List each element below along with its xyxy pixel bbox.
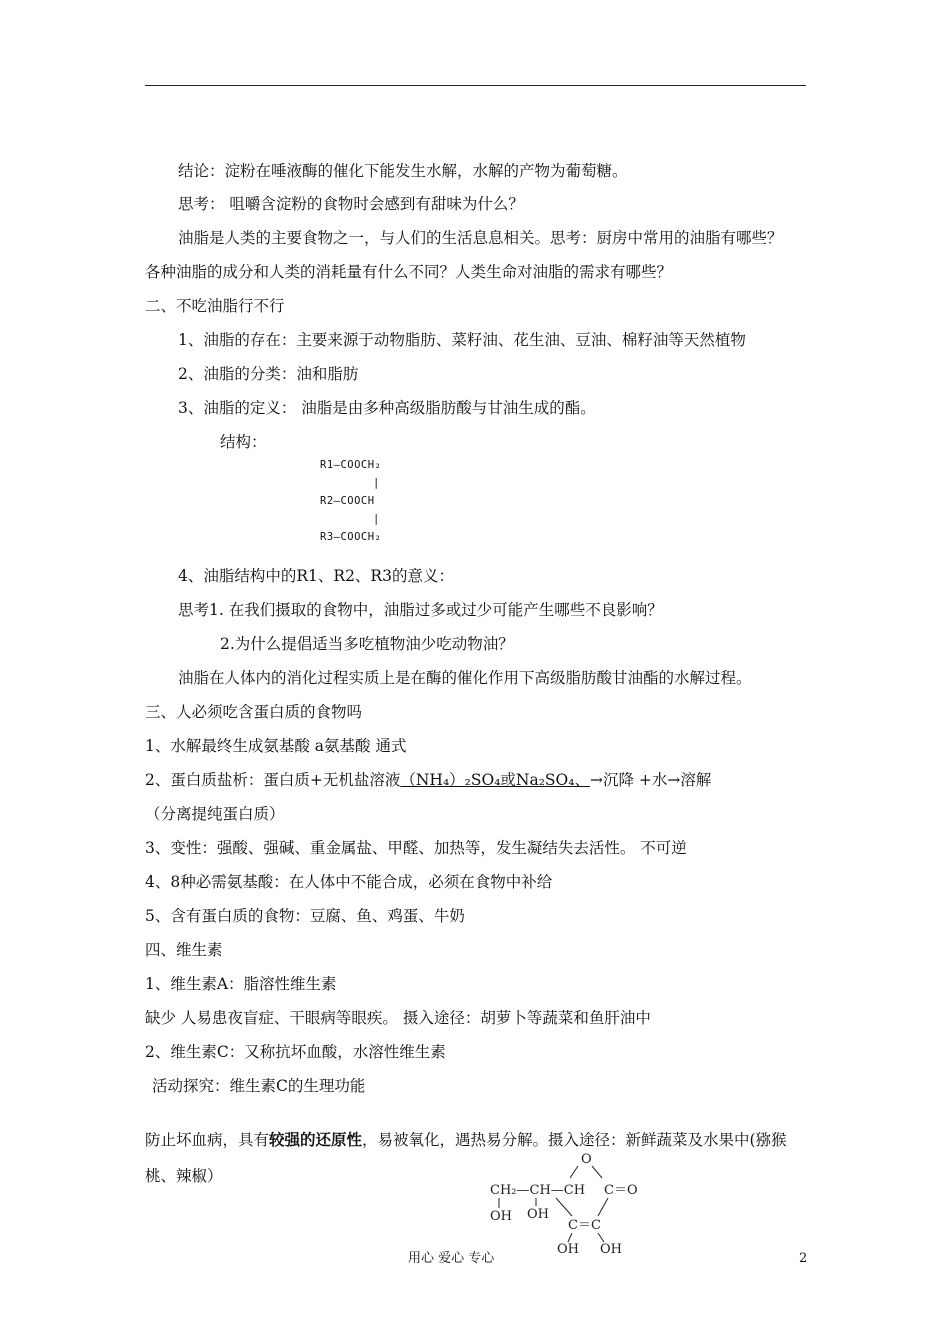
salting-out-result: →沉降 +水→溶解 (589, 771, 712, 789)
vitamin-c-line: 2、维生素C：又称抗坏血酸，水溶性维生素 (145, 1043, 446, 1061)
section-heading-4: 四、维生素 (145, 941, 223, 959)
vitamin-a-deficiency-line: 缺少 人易患夜盲症、干眼病等眼疾。 摄入途径：胡萝卜等蔬菜和鱼肝油中 (145, 1009, 651, 1027)
activity-line: 活动探究：维生素C的生理功能 (152, 1077, 366, 1095)
salting-out-text: 2、蛋白质盐析：蛋白质+无机盐溶液 (145, 771, 401, 789)
reducing-property: 较强的还原性 (269, 1130, 363, 1149)
footer-motto: 用心 爱心 专心 (408, 1251, 495, 1266)
bond-ring-left (556, 1198, 572, 1216)
formula-bond-1: | (373, 477, 380, 489)
fat-intro-line: 油脂是人类的主要食物之一，与人们的生活息息相关。思考：厨房中常用的油脂有哪些？ (178, 229, 783, 247)
hydroxyl-4: OH (600, 1242, 622, 1257)
think-starch-line: 思考： 咀嚼含淀粉的食物时会感到有甜味为什么？ (178, 195, 524, 213)
bond-o-right (592, 1166, 602, 1178)
carbonyl-group: C＝O (604, 1183, 638, 1198)
side-chain: CH₂—CH—CH (490, 1183, 586, 1198)
formula-r2: R2—COOCH (320, 495, 375, 507)
hydroxyl-1: OH (490, 1209, 512, 1224)
formula-r3: R3—COOCH₂ (320, 531, 382, 543)
separation-line: （分离提纯蛋白质） (145, 805, 285, 823)
formula-bond-2: | (373, 513, 380, 525)
formula-r1: R1—COOCH₂ (320, 459, 382, 471)
r-meaning-line: 4、油脂结构中的R1、R2、R3的意义： (178, 567, 454, 585)
fat-source-line: 1、油脂的存在：主要来源于动物脂肪、菜籽油、花生油、豆油、棉籽油等天然植物 (178, 331, 746, 349)
think-2-line: 2.为什么提倡适当多吃植物油少吃动物油？ (220, 635, 514, 653)
header-rule (145, 85, 806, 86)
double-bond-cc: C＝C (568, 1218, 601, 1233)
ring-oxygen: O (581, 1152, 592, 1167)
think-1-line: 思考1. 在我们摄取的食物中，油脂过多或过少可能产生哪些不良影响？ (178, 601, 663, 619)
fat-question-line: 各种油脂的成分和人类的消耗量有什么不同？人类生命对油脂的需求有哪些？ (145, 263, 673, 281)
scurvy-text: 防止坏血病，具有 (145, 1131, 270, 1149)
section-heading-2: 二、不吃油脂行不行 (145, 297, 285, 315)
bond-o-left (570, 1166, 578, 1178)
section-heading-3: 三、人必须吃含蛋白质的食物吗 (145, 703, 363, 721)
fat-definition-line: 3、油脂的定义： 油脂是由多种高级脂肪酸与甘油生成的酯。 (178, 399, 596, 417)
vitamin-c-structure (480, 1150, 700, 1260)
fruit-line: 桃、辣椒） (145, 1167, 223, 1185)
scurvy-rest: ，易被氧化，遇热易分解。摄入途径：新鲜蔬菜及水果中(猕猴 (362, 1131, 787, 1149)
salt-formula: （NH₄）₂SO₄或Na₂SO₄、 (400, 771, 590, 789)
scurvy-line (145, 1130, 787, 1150)
structure-label: 结构： (220, 433, 267, 451)
bond-ring-right (598, 1198, 608, 1216)
conclusion-line: 结论：淀粉在唾液酶的催化下能发生水解，水解的产物为葡萄糖。 (178, 162, 628, 180)
digestion-line: 油脂在人体内的消化过程实质上是在酶的催化作用下高级脂肪酸甘油酯的水解过程。 (178, 669, 752, 687)
bond-oh-4 (598, 1233, 604, 1242)
salting-out-line (145, 770, 711, 790)
protein-foods-line: 5、含有蛋白质的食物：豆腐、鱼、鸡蛋、牛奶 (145, 907, 465, 925)
fat-category-line: 2、油脂的分类：油和脂肪 (178, 365, 359, 383)
hydroxyl-3: OH (557, 1242, 579, 1257)
amino-acid-line: 1、水解最终生成氨基酸 a氨基酸 通式 (145, 737, 407, 755)
essential-amino-line: 4、8种必需氨基酸：在人体中不能合成，必须在食物中补给 (145, 873, 553, 891)
vitamin-a-line: 1、维生素A：脂溶性维生素 (145, 975, 337, 993)
denaturation-line: 3、变性：强酸、强碱、重金属盐、甲醛、加热等，发生凝结失去活性。 不可逆 (145, 839, 687, 857)
hydroxyl-2: OH (527, 1207, 549, 1222)
page-number: 2 (799, 1251, 808, 1266)
bond-oh-3 (568, 1233, 572, 1242)
